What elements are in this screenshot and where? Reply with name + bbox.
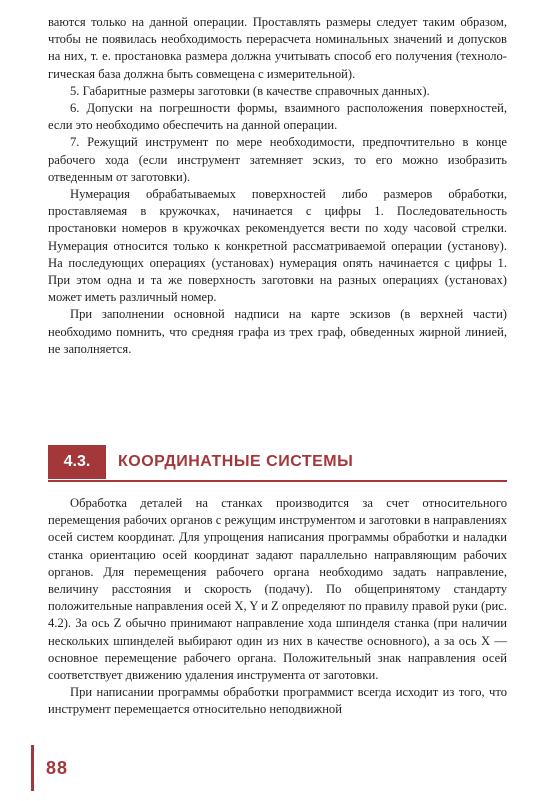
paragraph-continuation: ваются только на данной операции. Проставлять размеры следует таким образом, чтобы не появилась необходимость перерасчета номинальных значений и допусков на них, т. е. простановка размера должна учитывать способ его получения (технологическая база должна быть совмещена с измерительной). xyxy=(48,15,507,81)
section-header xyxy=(48,445,507,479)
body-text-top xyxy=(48,14,507,358)
list-item-6: 6. Допуски на погрешности формы, взаимного расположения поверхностей, если это необходимо обеспечить на данной операции. xyxy=(48,101,507,133)
footer-accent-bar xyxy=(31,745,34,791)
list-item-7: 7. Режущий инструмент по мере необходимости, предпочтительно в конце рабочего хода (если инструмент затемняет эскиз, то его можно изобразить отведенным от заготовки). xyxy=(48,135,507,184)
section-divider xyxy=(48,480,507,482)
paragraph-numbering: Нумерация обрабатываемых поверхностей либо размеров обработки, проставляемая в кружочках, начинается с цифры 1. Последовательность простановки номеров в кружочках рекомендуется вести по ходу часовой стрелки. Нумерация относится только к конкретной рассматриваемой операции (установу). На последующих операциях (установах) нумерация опять начинается с цифры 1. При этом одна и та же поверхность заготовки на разных операциях (установах) может иметь различный номер. xyxy=(48,187,507,305)
list-item-5: 5. Габаритные размеры заготовки (в качестве справочных данных). xyxy=(70,83,430,98)
section-title: КООРДИНАТНЫЕ СИСТЕМЫ xyxy=(118,453,354,470)
paragraph-title-block: При заполнении основной надписи на карте эскизов (в верхней части) необходимо помнить, что средняя графа из трех граф, обведенных жирной линией, не заполняется. xyxy=(48,307,507,356)
page-number: 88 xyxy=(46,758,69,778)
paragraph-programming: При написании программы обработки программист всегда исходит из того, что инструмент перемещается относительно неподвижной xyxy=(48,685,507,717)
section-number-badge: 4.3. xyxy=(48,445,106,479)
paragraph-coordinates: Обработка деталей на станках производится за счет относительного перемещения рабочих органов с режущим инструментом и заготовки в направлениях осей систем координат. Для упрощения написания программы обработки и наладки станка ориентацию осей координат задают параллельно направляющим рабочих органов. Для перемещения рабочего органа необходимо задать направление, величину расстояния и скорость (подачу). По общепринятому стандарту положительные направления осей X, Y и Z определяют по правилу правой руки (рис. 4.2). За ось Z обычно принимают направление хода шпинделя станка (при наличии нескольких шпинделей выбирают один из них в качестве основного), а за ось X — основное перемещение рабочего органа. Положительный знак направления осей соответствует движению удаления инструмента от заготовки. xyxy=(48,496,507,683)
body-text-bottom xyxy=(48,495,507,719)
